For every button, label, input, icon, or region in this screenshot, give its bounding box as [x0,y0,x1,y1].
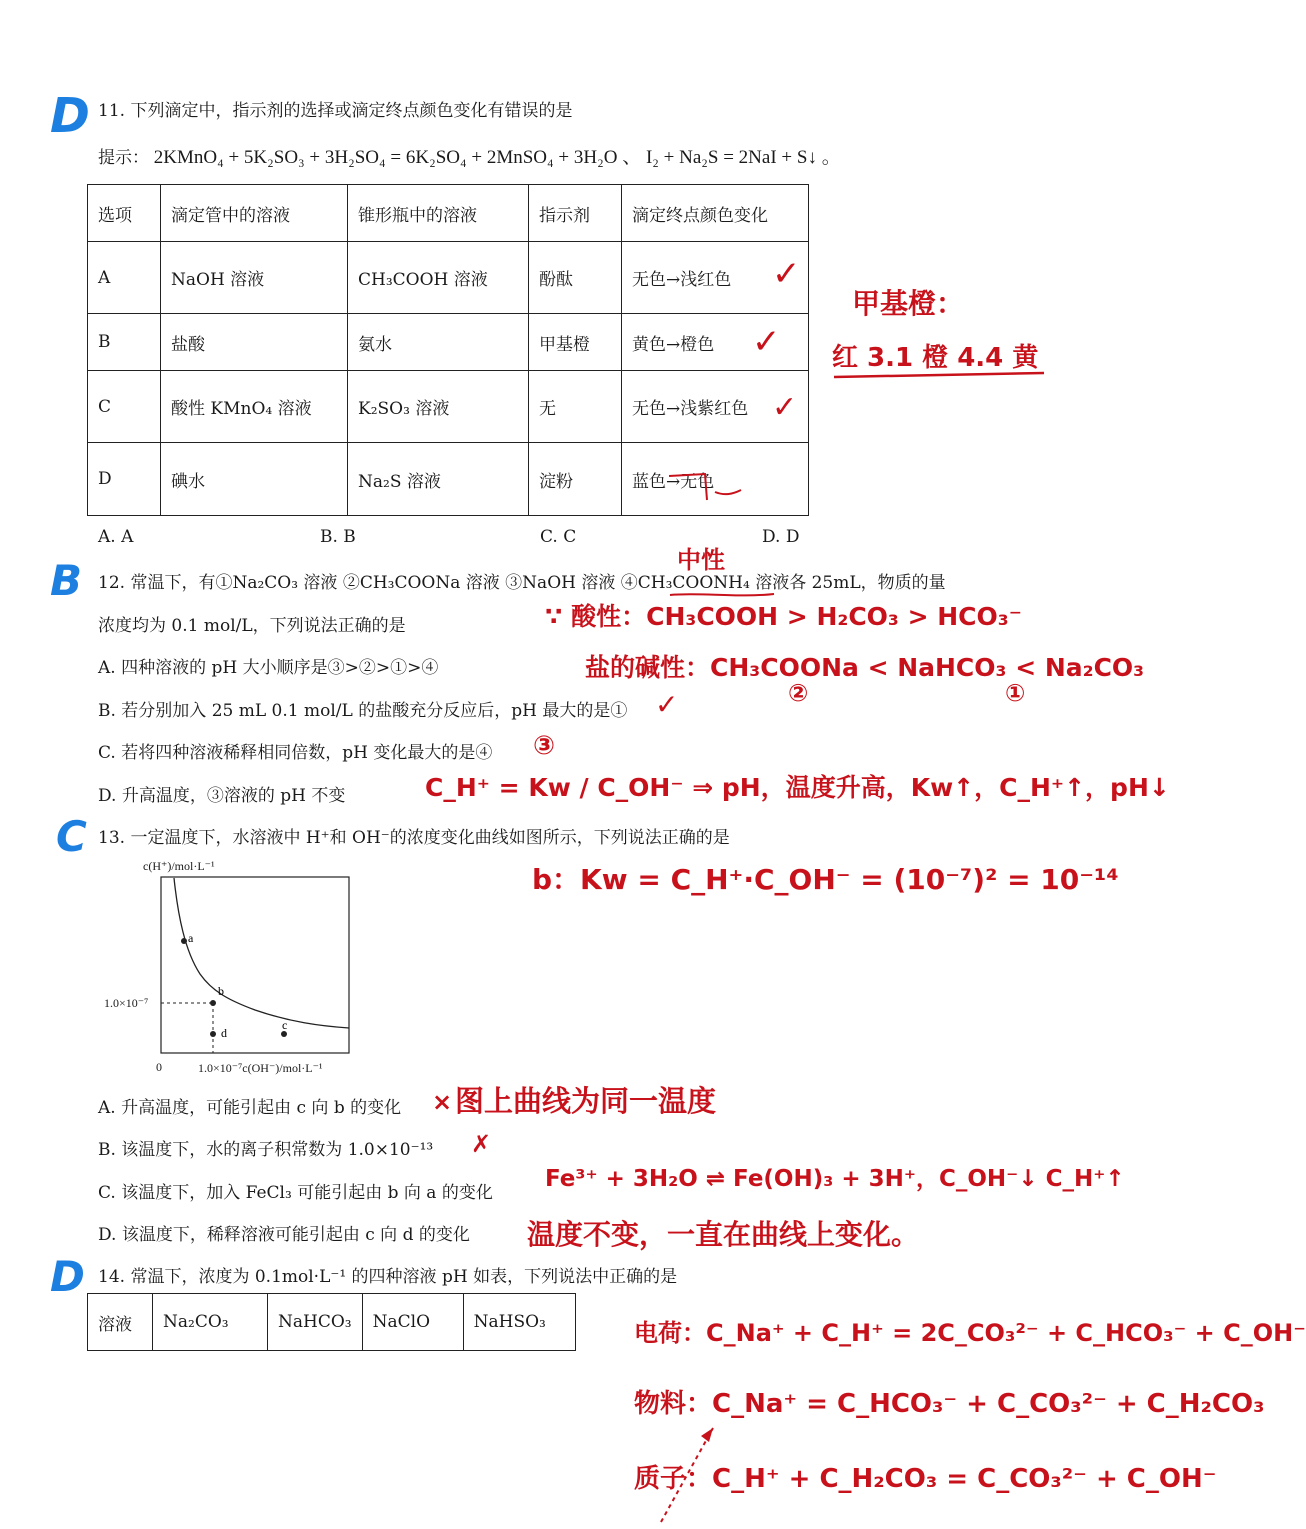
header-cell: 指示剂 [529,185,622,242]
graph-xlabel: 1.0×10⁻⁷c(OH⁻)/mol·L⁻¹ [198,1061,323,1075]
cell: 无色→浅紫红色 [622,371,809,443]
graph-ylabel: c(H⁺)/mol·L⁻¹ [143,859,215,873]
q14-stem: 14. 常温下，浓度为 0.1mol·L⁻¹ 的四种溶液 pH 如表，下列说法中正确的是 [98,1267,678,1287]
cross-mark: ✗ [471,1130,492,1158]
cell: 酚酞 [529,242,622,314]
cell: C [88,371,161,443]
graph-frame [161,877,349,1053]
q13-graph [160,876,352,1056]
note-temp-unchanged: 温度不变，一直在曲线上变化。 [527,1218,920,1251]
cell: D [88,443,161,516]
header-cell: 选项 [88,185,161,242]
q11-hint [98,142,841,169]
note-neutral: 中性 [677,546,725,574]
cross-mark: × [432,1088,453,1116]
header-cell: 滴定管中的溶液 [161,185,348,242]
q13-option-b: B. 该温度下，水的离子积常数为 1.0×10⁻¹³ [98,1140,434,1160]
answer-mark-q14: D [50,1252,85,1301]
note-methyl-orange-title: 甲基橙： [852,287,965,320]
graph-curve [174,878,349,1028]
note-charge: 电荷：C_Na⁺ + C_H⁺ = 2C_CO₃²⁻ + C_HCO₃⁻ + C_OH⁻ [634,1319,1306,1347]
cell: NaOH 溶液 [161,242,348,314]
header-cell: 滴定终点颜色变化 [622,185,809,242]
check-mark: ✓ [772,254,801,294]
note-basicity: 盐的碱性：CH₃COONa < NaHCO₃ < Na₂CO₃ [585,653,1145,682]
check-mark: ✓ [772,390,798,425]
cell: B [88,314,161,371]
answer-mark-q11: D [50,88,90,144]
header-cell: 锥形瓶中的溶液 [348,185,529,242]
check-mark: ✓ [752,322,781,362]
label-b: b [218,984,224,998]
point-b [210,1000,216,1006]
cell: 氨水 [348,314,529,371]
cell: Na₂S 溶液 [348,443,529,516]
note-circle-1: ① [1005,679,1026,707]
cell: 盐酸 [161,314,348,371]
q12-option-c: C. 若将四种溶液稀释相同倍数，pH 变化最大的是④ [98,743,493,763]
q13-stem: 13. 一定温度下，水溶液中 H⁺和 OH⁻的浓度变化曲线如图所示，下列说法正确的是 [98,828,730,848]
answer-mark-q13: C [56,812,87,861]
cell: 无 [529,371,622,443]
point-a [181,938,187,944]
q12-option-a: A. 四种溶液的 pH 大小顺序是③>②>①>④ [98,658,439,678]
cell: 溶液 [88,1294,153,1351]
cell: 无色→浅红色 [622,242,809,314]
q11-option-d: D. D [762,527,800,547]
q12-option-d: D. 升高温度，③溶液的 pH 不变 [98,786,346,806]
cell: NaHSO₃ [463,1294,575,1351]
hint-eq1: 2KMnO₄ + 5K₂SO₃ + 3H₂SO₄ = 6K₂SO₄ + 2MnSO₄ + 3H₂O [153,147,618,168]
note-material: 物料：C_Na⁺ = C_HCO₃⁻ + C_CO₃²⁻ + C_H₂CO₃ [634,1389,1265,1419]
q14-table [87,1293,576,1351]
q13-option-a: A. 升高温度，可能引起由 c 向 b 的变化 [98,1098,402,1118]
cell: 蓝色→无色 [622,443,809,516]
label-c: c [282,1018,288,1032]
q11-option-c: C. C [540,527,577,547]
hint-eq2: I₂ + Na₂S = 2NaI + S↓ [645,147,817,168]
cell: 淀粉 [529,443,622,516]
q12-stem-2: 浓度均为 0.1 mol/L，下列说法正确的是 [98,616,406,636]
point-d [210,1031,216,1037]
dotted-arrow-mark [655,1418,725,1528]
note-circle-2: ② [788,679,809,707]
note-fe-hydrolysis: Fe³⁺ + 3H₂O ⇌ Fe(OH)₃ + 3H⁺，C_OH⁻↓ C_H⁺↑ [545,1166,1125,1192]
strike-arrow-mark [665,462,745,502]
table-row [88,371,809,443]
note-circle-3: ③ [533,731,556,761]
q12-option-b: B. 若分别加入 25 mL 0.1 mol/L 的盐酸充分反应后，pH 最大的是① [98,701,628,721]
table-row [88,1294,576,1351]
label-d: d [221,1026,227,1040]
cell: CH₃COOH 溶液 [348,242,529,314]
cell: 甲基橙 [529,314,622,371]
cell: 碘水 [161,443,348,516]
cell: A [88,242,161,314]
q11-stem: 11. 下列滴定中，指示剂的选择或滴定终点颜色变化有错误的是 [98,101,573,121]
cell: 酸性 KMnO₄ 溶液 [161,371,348,443]
check-mark: ✓ [655,688,679,721]
q11-option-a: A. A [98,527,134,547]
note-ch-formula: C_H⁺ = Kw / C_OH⁻ ⇒ pH，温度升高，Kw↑，C_H⁺↑，pH↓ [425,773,1170,802]
hint-end: 。 [821,147,841,168]
note-kw-b: b：Kw = C_H⁺·C_OH⁻ = (10⁻⁷)² = 10⁻¹⁴ [532,863,1119,896]
table-row [88,314,809,371]
graph-ytick: 1.0×10⁻⁷ [104,996,149,1010]
table-header-row [88,185,809,242]
q11-option-b: B. B [320,527,356,547]
note-methyl-orange-range: 红 3.1 橙 4.4 黄 [832,343,1039,373]
cell: Na₂CO₃ [153,1294,268,1351]
cell: K₂SO₃ 溶液 [348,371,529,443]
hint-sep: 、 [622,147,642,168]
q12-stem: 12. 常温下，有①Na₂CO₃ 溶液 ②CH₃COONa 溶液 ③NaOH 溶液 ④CH₃COONH₄ 溶液各 25mL，物质的量 [98,573,946,593]
cell: NaClO [362,1294,463,1351]
note-proton: 质子：C_H⁺ + C_H₂CO₃ = C_CO₃²⁻ + C_OH⁻ [634,1464,1217,1494]
cell: 黄色→橙色 [622,314,809,371]
note-same-temp: 图上曲线为同一温度 [455,1084,717,1118]
q13-option-d: D. 该温度下，稀释溶液可能引起由 c 向 d 的变化 [98,1225,470,1245]
label-a: a [188,931,194,945]
q13-option-c: C. 该温度下，加入 FeCl₃ 可能引起由 b 向 a 的变化 [98,1183,493,1203]
cell: NaHCO₃ [268,1294,363,1351]
answer-mark-q12: B [50,556,83,605]
note-range-line [832,365,1052,385]
note-acidity: ∵ 酸性：CH₃COOH > H₂CO₃ > HCO₃⁻ [545,602,1022,631]
hint-label: 提示： [98,148,149,167]
table-row [88,242,809,314]
graph-origin: 0 [156,1060,162,1074]
